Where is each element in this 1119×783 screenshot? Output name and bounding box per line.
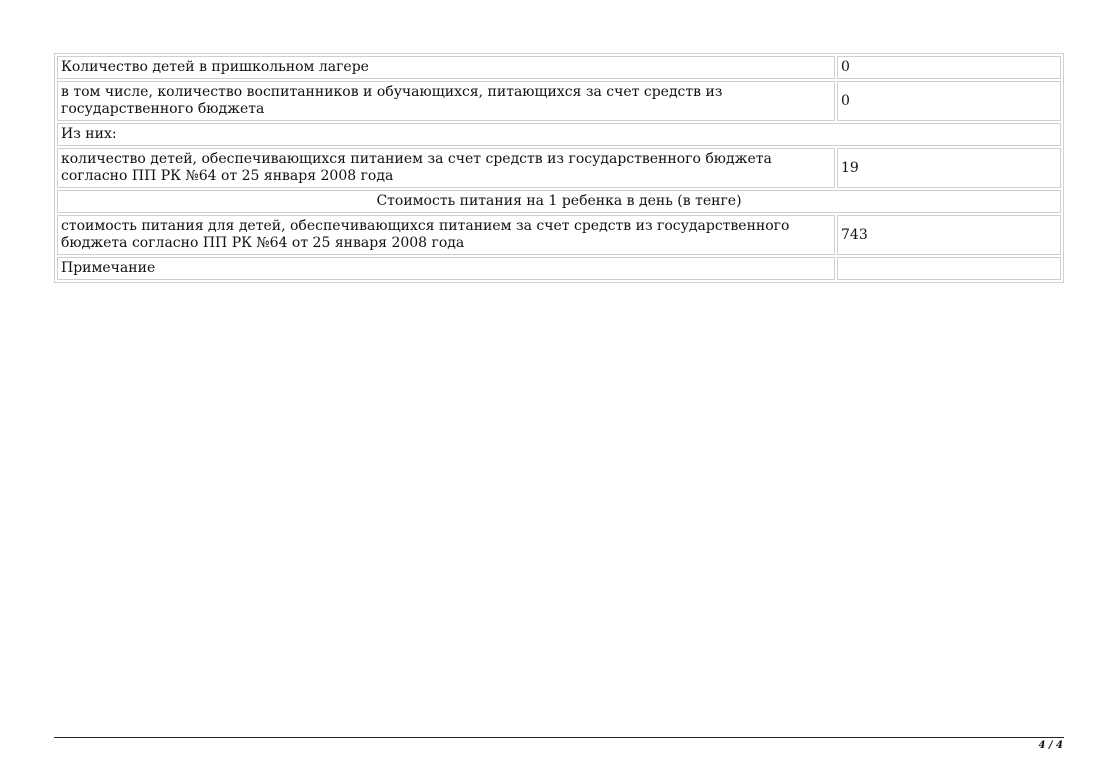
row-label: количество детей, обеспечивающихся питанием за счет средств из государственного бюджета согласно ПП РК №64 от 25 января 2008 года bbox=[57, 148, 835, 188]
table-row bbox=[57, 215, 1061, 255]
row-label: стоимость питания для детей, обеспечивающихся питанием за счет средств из государственного бюджета согласно ПП РК №64 от 25 января 2008 года bbox=[57, 215, 835, 255]
row-label: Количество детей в пришкольном лагере bbox=[57, 56, 835, 79]
page-number: 4 / 4 bbox=[1038, 740, 1063, 751]
row-value bbox=[837, 257, 1061, 280]
row-value: 743 bbox=[837, 215, 1061, 255]
row-value: 19 bbox=[837, 148, 1061, 188]
table-row bbox=[57, 257, 1061, 280]
row-label: в том числе, количество воспитанников и обучающихся, питающихся за счет средств из государственного бюджета bbox=[57, 81, 835, 121]
row-label: Примечание bbox=[57, 257, 835, 280]
section-header-row bbox=[57, 190, 1061, 213]
table-row bbox=[57, 123, 1061, 146]
table-row bbox=[57, 148, 1061, 188]
row-value: 0 bbox=[837, 56, 1061, 79]
row-value: 0 bbox=[837, 81, 1061, 121]
row-label: Из них: bbox=[57, 123, 1061, 146]
table-row bbox=[57, 56, 1061, 79]
section-header: Стоимость питания на 1 ребенка в день (в тенге) bbox=[57, 190, 1061, 213]
table-row bbox=[57, 81, 1061, 121]
footer-divider bbox=[54, 737, 1064, 738]
data-table bbox=[54, 53, 1064, 283]
